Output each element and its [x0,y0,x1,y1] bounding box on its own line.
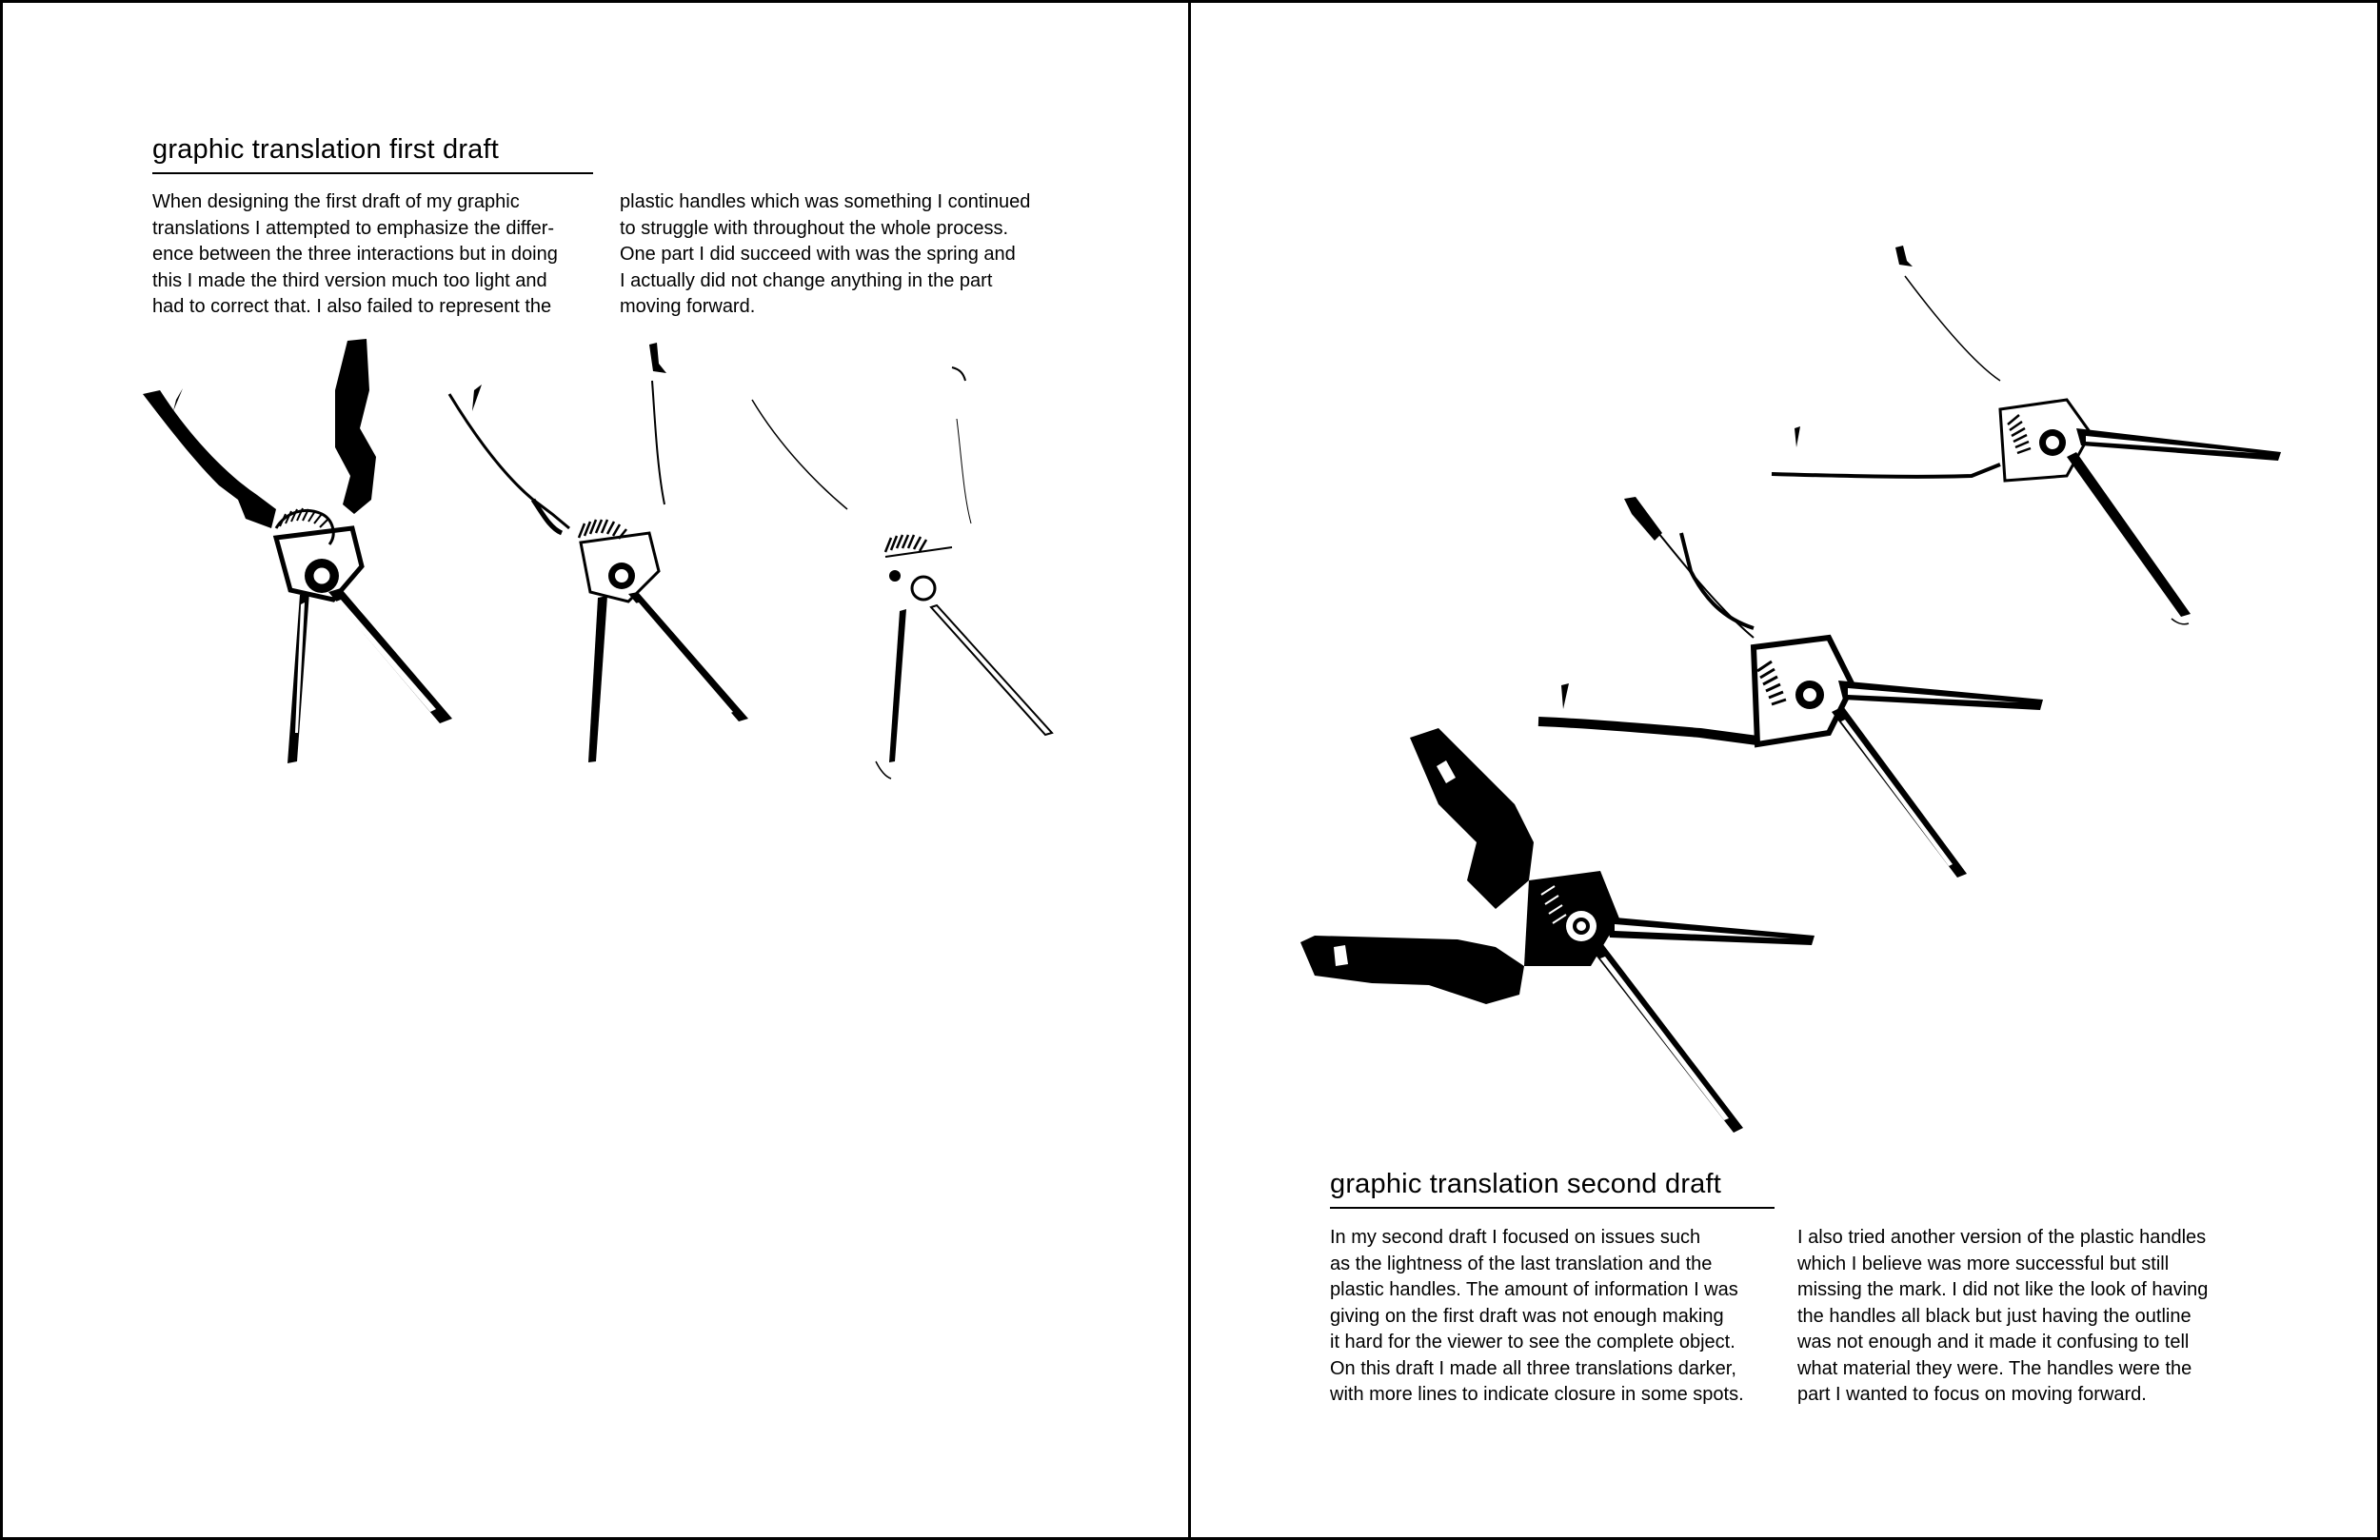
pruning-shears-icon [1296,728,1829,1147]
pruner-draft-1-medium [438,343,762,780]
pruning-shears-icon [438,343,762,780]
right-page [1191,0,2380,1540]
body-text-column-2: I also tried another version of the plastic handles which I believe was more successful but still missing the mark. I did not like the look of having the handles all black but just having the outline was not enough and it made it confusing to tell what material they were. The handles were the part I wanted to focus on moving forward. [1797,1227,2209,1405]
pruner-draft-1-dark [133,333,466,780]
page-heading: graphic translation second draft [1330,1169,1775,1209]
body-text-column-2: plastic handles which was something I continued to struggle with throughout the whole process. One part I did succeed with was the spring and I actually did not change anything in the part moving forward. [620,191,1031,317]
body-text-column-1: When designing the first draft of my graphic translations I attempted to emphasize the differ- ence between the three interactions but in doing this I made the third version much too light and had to correct that. I also failed to represent the [152,191,558,317]
pruning-shears-icon [743,362,1066,780]
page-heading: graphic translation first draft [152,134,593,174]
body-text-column-1: In my second draft I focused on issues such as the lightness of the last translation and the plastic handles. The amount of information I was giving on the first draft was not enough making it hard for the viewer to see the complete object. On this draft I made all three translations darker, with more lines to indicate closure in some spots. [1330,1227,1744,1405]
pruner-draft-2-solid [1296,728,1829,1147]
pruning-shears-icon [133,333,466,780]
pruner-draft-1-light [743,362,1066,780]
left-page [0,0,1188,1540]
